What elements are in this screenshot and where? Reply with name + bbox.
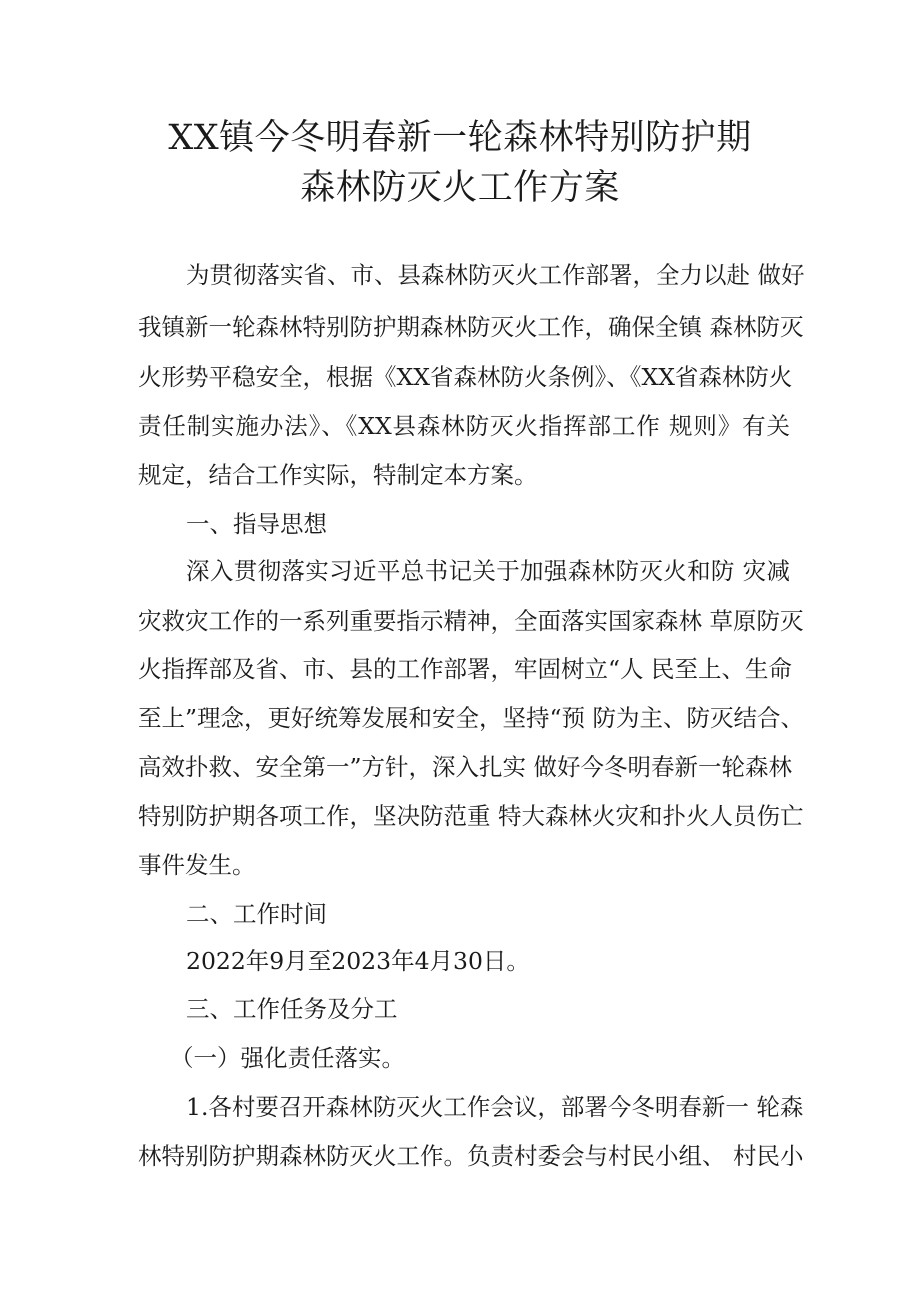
section3-heading: 三、工作任务及分工 (186, 995, 398, 1023)
section1-line: 至上”理念，更好统筹发展和安全，坚持“预 防为主、防灭结合、 (138, 704, 804, 732)
intro-line: 规定，结合工作实际，特制定本方案。 (138, 461, 538, 489)
item1-line: 林特别防护期森林防灭火工作。负责村委会与村民小组、 村民小 (138, 1142, 804, 1170)
intro-line: 火形势平稳安全，根据《XX省森林防火条例》、《XX省森林防火 (138, 363, 793, 391)
section2-heading: 二、工作时间 (186, 900, 327, 928)
section1-line: 深入贯彻落实习近平总书记关于加强森林防灭火和防 灾减 (186, 557, 790, 585)
section1-line: 灾救灾工作的一系列重要指示精神，全面落实国家森林 草原防灭 (138, 607, 804, 635)
section1-heading: 一、指导思想 (186, 510, 327, 538)
section1-line: 事件发生。 (138, 851, 256, 879)
section1-line: 高效扑救、安全第一”方针，深入扎实 做好今冬明春新一轮森林 (138, 753, 792, 781)
item1-line: 1.各村要召开森林防灭火工作会议，部署今冬明春新一 轮森 (186, 1093, 804, 1121)
section1-line: 特别防护期各项工作，坚决防范重 特大森林火灾和扑火人员伤亡 (138, 802, 804, 830)
document-title-line2: 森林防灭火工作方案 (300, 168, 620, 208)
section1-line: 火指挥部及省、市、县的工作部署，牢固树立“人 民至上、生命 (138, 655, 792, 683)
intro-line: 为贯彻落实省、市、县森林防灭火工作部署，全力以赴 做好 (186, 261, 805, 289)
section3-subheading: （一）强化责任落实。 (170, 1044, 405, 1072)
intro-line: 我镇新一轮森林特别防护期森林防灭火工作，确保全镇 森林防灭 (138, 313, 804, 341)
document-title-line1: XX镇今冬明春新一轮森林特别防护期 (168, 118, 752, 158)
intro-line: 责任制实施办法》、《XX县森林防灭火指挥部工作 规则》有关 (138, 412, 790, 440)
section2-body: 2022年9月至2023年4月30日。 (186, 947, 530, 975)
